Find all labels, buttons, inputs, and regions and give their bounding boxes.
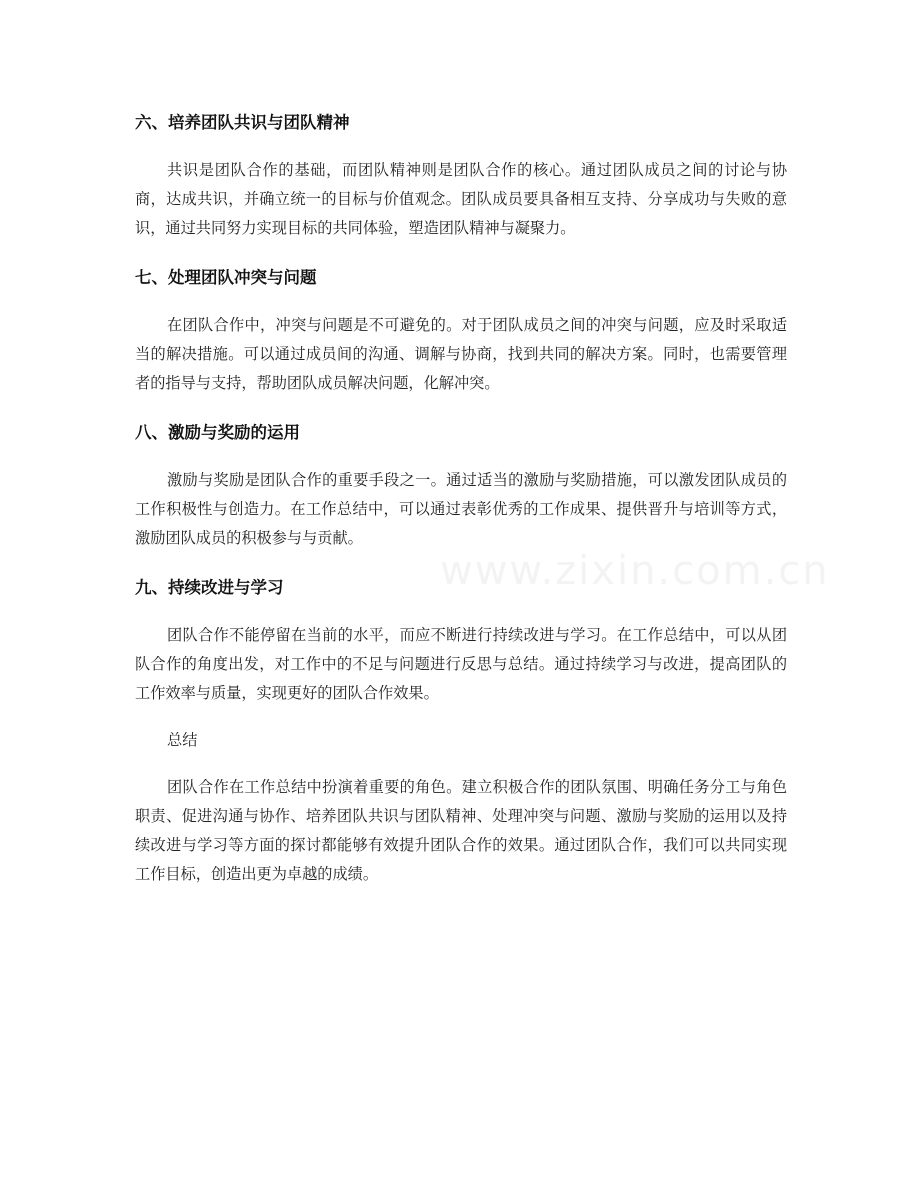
summary-section	[135, 726, 787, 889]
document-body	[135, 106, 787, 907]
section-8	[135, 416, 787, 553]
section-6	[135, 106, 787, 243]
section-7	[135, 261, 787, 398]
section-heading: 九、持续改进与学习	[135, 578, 284, 597]
section-paragraph: 在团队合作中，冲突与问题是不可避免的。对于团队成员之间的冲突与问题，应及时采取适当的解决措施。可以通过成员间的沟通、调解与协商，找到共同的解决方案。同时，也需要管理者的指导与支持，帮助团队成员解决问题，化解冲突。	[135, 316, 787, 392]
section-paragraph: 激励与奖励是团队合作的重要手段之一。通过适当的激励与奖励措施，可以激发团队成员的工作积极性与创造力。在工作总结中，可以通过表彰优秀的工作成果、提供晋升与培训等方式，激励团队成员的积极参与与贡献。	[135, 471, 787, 547]
section-9	[135, 571, 787, 708]
summary-label: 总结	[167, 731, 198, 749]
section-heading: 七、处理团队冲突与问题	[135, 268, 317, 287]
summary-paragraph: 团队合作在工作总结中扮演着重要的角色。建立积极合作的团队氛围、明确任务分工与角色职责、促进沟通与协作、培养团队共识与团队精神、处理冲突与问题、激励与奖励的运用以及持续改进与学习等方面的探讨都能够有效提升团队合作的效果。通过团队合作，我们可以共同实现工作目标，创造出更为卓越的成绩。	[135, 778, 787, 883]
watermark: www.zixin.com.cn	[440, 548, 830, 594]
section-heading: 六、培养团队共识与团队精神	[135, 113, 350, 132]
section-paragraph: 团队合作不能停留在当前的水平，而应不断进行持续改进与学习。在工作总结中，可以从团队合作的角度出发，对工作中的不足与问题进行反思与总结。通过持续学习与改进，提高团队的工作效率与质量，实现更好的团队合作效果。	[135, 626, 787, 702]
section-paragraph: 共识是团队合作的基础，而团队精神则是团队合作的核心。通过团队成员之间的讨论与协商，达成共识，并确立统一的目标与价值观念。团队成员要具备相互支持、分享成功与失败的意识，通过共同努力实现目标的共同体验，塑造团队精神与凝聚力。	[135, 161, 787, 237]
section-heading: 八、激励与奖励的运用	[135, 423, 300, 442]
